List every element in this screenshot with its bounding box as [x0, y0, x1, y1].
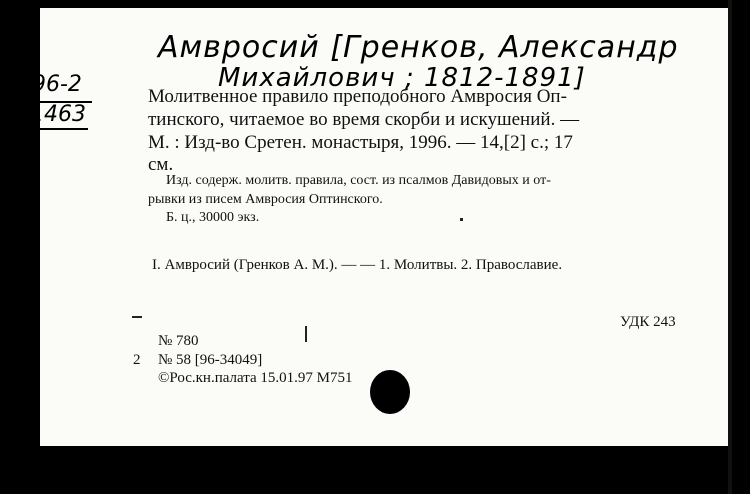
- tracings-line: I. Амвросий (Гренков А. М.). — — 1. Молитвы. 2. Православие.: [152, 257, 563, 273]
- catalog-card: [30, 8, 730, 446]
- udk-code: УДК 243: [620, 314, 676, 330]
- shelfmark-bottom: 1463: [30, 102, 86, 127]
- entry-imprint-line: М. : Изд-во Сретен. монастыря, 1996. — 14,[2] с.; 17: [148, 132, 573, 153]
- ink-blot: [370, 370, 410, 414]
- entry-title-line1: Молитвенное правило преподобного Амвросия Оп-: [148, 86, 567, 107]
- speck-mark: [460, 218, 463, 221]
- handwritten-author-line1: Амвросий [Гренков, Александр: [158, 30, 679, 65]
- handwritten-author-line2: Михайлович ; 1812-1891]: [218, 63, 586, 93]
- record-number: № 58 [96-34049]: [158, 352, 263, 368]
- card-number: № 780: [158, 333, 199, 349]
- speck-mark: [132, 316, 142, 318]
- price-line: Б. ц., 30000 экз.: [166, 210, 260, 225]
- speck-mark: [305, 326, 307, 342]
- shelfmark-top: 96-2: [32, 72, 82, 97]
- entry-size-line: см.: [148, 154, 174, 175]
- note-line2: рывки из писем Амвросия Оптинского.: [148, 192, 383, 207]
- note-line1: Изд. содерж. молитв. правила, сост. из псалмов Давидовых и от-: [166, 173, 551, 188]
- copy-count: 2: [133, 352, 141, 368]
- card-edge: [728, 0, 732, 494]
- chamber-stamp: ©Рос.кн.палата 15.01.97 М751: [158, 370, 353, 386]
- shelfmark-underline-2: [32, 128, 88, 130]
- entry-title-line2: тинского, читаемое во время скорби и искушений. —: [148, 109, 580, 130]
